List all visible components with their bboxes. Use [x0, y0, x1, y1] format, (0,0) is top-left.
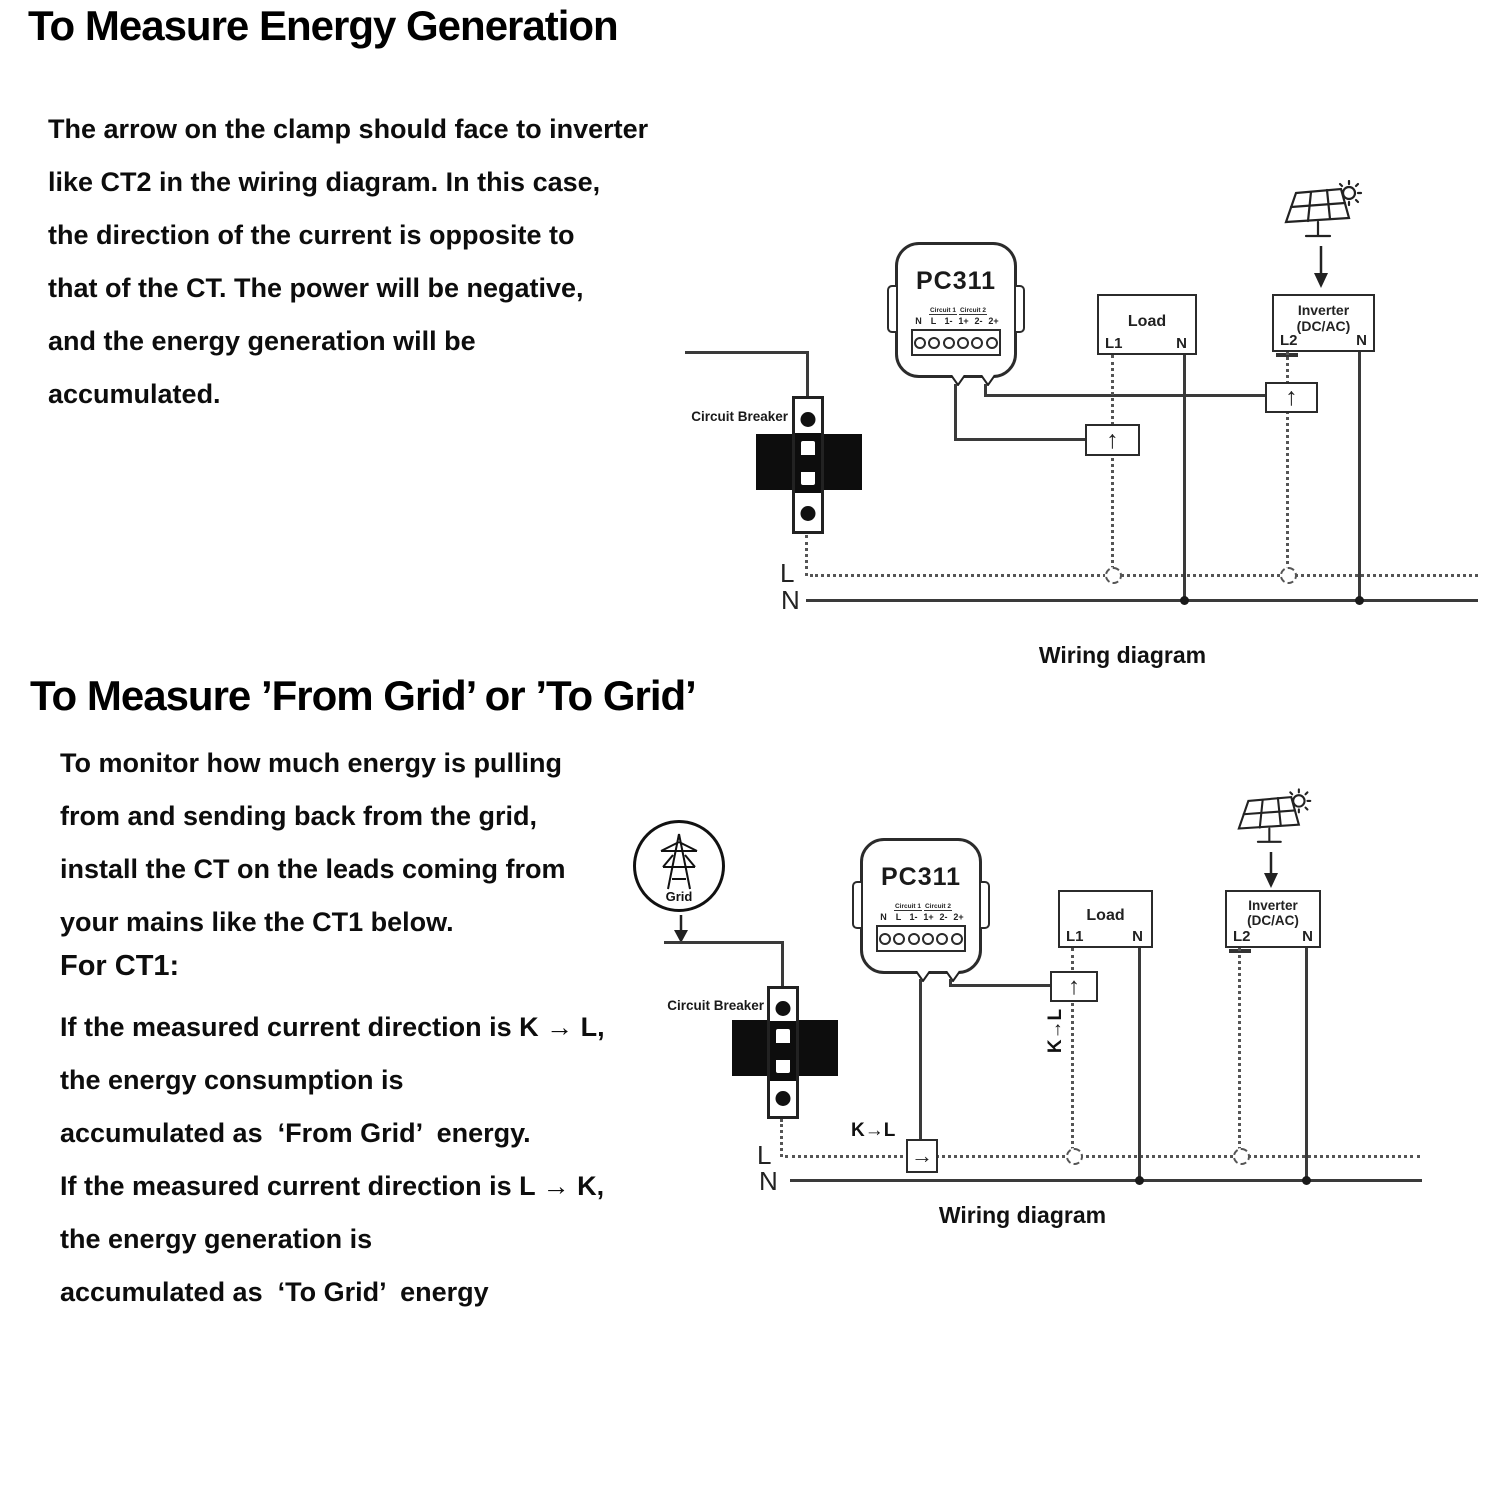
inverter-label: Inverter	[1248, 898, 1298, 913]
breaker-toggle	[776, 1043, 790, 1060]
ct2-sensor	[1050, 971, 1098, 1002]
n-junction	[1180, 596, 1189, 605]
device-label: PC311	[915, 267, 997, 295]
load-label: Load	[1127, 313, 1167, 330]
pc311-device	[860, 838, 982, 974]
load-l1-label: L1	[1105, 335, 1123, 352]
dotted-wire	[805, 535, 808, 576]
terminal-labels: N L 1- 1+ 2- 2+	[880, 912, 964, 922]
ct1-text-line: accumulated as ‘To Grid’ energy	[60, 1277, 489, 1307]
wire	[664, 941, 783, 944]
terminal-hole	[986, 337, 998, 349]
terminal-strip	[911, 329, 1001, 356]
ct2-sensor	[1265, 382, 1318, 413]
ct1-text-line: If the measured current direction is L → K,	[60, 1171, 605, 1201]
v-connector-icon	[980, 375, 996, 386]
section1-text-line: The arrow on the clamp should face to inverter	[48, 114, 649, 144]
load-n-wire	[1183, 355, 1186, 601]
for-ct1-subheading: For CT1:	[60, 950, 180, 982]
load-n-label: N	[1176, 335, 1187, 352]
ct-arrow-up-icon: ↑	[1285, 383, 1298, 411]
terminal-hole	[957, 337, 969, 349]
wire	[781, 941, 784, 988]
load-label: Load	[1086, 907, 1125, 924]
terminal-hole	[943, 337, 955, 349]
grid-tower-icon	[649, 829, 709, 893]
terminal-hole	[893, 933, 905, 945]
section1-text-line: and the energy generation will be	[48, 326, 476, 356]
terminal-hole	[879, 933, 891, 945]
terminal-hole	[914, 337, 926, 349]
line-l-label: L	[780, 558, 795, 588]
v-connector-icon	[950, 375, 966, 386]
l-junction	[1066, 1148, 1083, 1165]
ct-arrow-up-icon: ↑	[1106, 425, 1119, 454]
line-n-label: N	[759, 1166, 778, 1196]
section1-text-line: like CT2 in the wiring diagram. In this case,	[48, 167, 601, 197]
load-n-wire	[1138, 948, 1141, 1181]
terminal-hole	[936, 933, 948, 945]
terminal-hole	[922, 933, 934, 945]
breaker-terminal	[776, 1001, 791, 1016]
wire	[806, 351, 809, 398]
solar-panel-icon	[1236, 788, 1316, 850]
section1-text-line: accumulated.	[48, 379, 221, 409]
l-bus-line	[810, 574, 1478, 577]
n-bus-line	[806, 599, 1478, 602]
l2-dotted-wire	[1238, 948, 1241, 1156]
load-box	[1097, 294, 1197, 355]
terminal-hole	[908, 933, 920, 945]
terminal-hole	[928, 337, 940, 349]
ct1-text-line: the energy consumption is	[60, 1065, 404, 1095]
diagram1-caption: Wiring diagram	[1038, 642, 1207, 668]
load-n-label: N	[1132, 928, 1143, 945]
breaker-terminal	[801, 412, 816, 427]
circuit-breaker	[792, 396, 824, 534]
l-junction	[1280, 567, 1297, 584]
line-l-label: L	[757, 1140, 772, 1170]
terminal-hole	[971, 337, 983, 349]
inverter-sub-label: (DC/AC)	[1296, 318, 1351, 334]
v-connector-icon	[945, 971, 961, 982]
inverter-box	[1272, 294, 1375, 352]
diagram2-caption: Wiring diagram	[938, 1202, 1107, 1228]
kl-direction-label: K→L	[1045, 1008, 1066, 1054]
ct1-text-line: If the measured current direction is K → L,	[60, 1012, 605, 1042]
l-bus-line	[785, 1155, 1420, 1158]
ct1-lead-wire	[954, 384, 957, 440]
ct-arrow-up-icon: ↑	[1068, 972, 1080, 1000]
ct1-lead-wire	[919, 979, 922, 1142]
line-n-label: N	[781, 585, 800, 615]
ct1-text-line: the energy generation is	[60, 1224, 373, 1254]
breaker-toggle	[801, 455, 815, 472]
mounting-ear-icon	[1016, 285, 1025, 333]
down-arrow-icon	[1314, 246, 1328, 288]
inverter-box	[1225, 890, 1321, 948]
circuit-breaker-label: Circuit Breaker	[667, 998, 764, 1013]
circuit-breaker	[767, 986, 799, 1119]
n-junction	[1135, 1176, 1144, 1185]
circuit2-label: Circuit 2	[924, 903, 951, 910]
wire	[685, 351, 808, 354]
ct2-lead-wire	[949, 984, 1050, 987]
grid-label: Grid	[665, 889, 693, 904]
load-l1-label: L1	[1066, 928, 1084, 945]
inverter-n-label: N	[1302, 928, 1313, 945]
v-connector-icon	[915, 971, 931, 982]
grid-source	[633, 820, 725, 912]
n-bus-line	[790, 1179, 1422, 1182]
n-junction	[1302, 1176, 1311, 1185]
l1-dotted-wire	[1111, 355, 1114, 575]
terminal-labels: N L 1- 1+ 2- 2+	[915, 316, 999, 326]
mounting-ear-icon	[981, 881, 990, 929]
circuit-breaker-label: Circuit Breaker	[691, 409, 788, 424]
mounting-ear-icon	[887, 285, 896, 333]
terminal-strip	[876, 925, 966, 952]
circuit1-label: Circuit 1	[929, 307, 956, 314]
n-junction	[1355, 596, 1364, 605]
inverter-label: Inverter	[1297, 302, 1350, 318]
device-label: PC311	[880, 863, 962, 891]
inverter-l2-label: L2	[1280, 332, 1298, 349]
section2-text-line: from and sending back from the grid,	[60, 801, 538, 831]
section1-heading: To Measure Energy Generation	[28, 2, 618, 49]
solar-panel-icon	[1283, 180, 1367, 244]
down-arrow-icon	[674, 915, 688, 943]
l-junction	[1233, 1148, 1250, 1165]
mounting-ear-icon	[852, 881, 861, 929]
terminal-hole	[951, 933, 963, 945]
ct-arrow-right-icon: →	[911, 1143, 933, 1168]
breaker-terminal	[776, 1091, 791, 1106]
inverter-sub-label: (DC/AC)	[1247, 913, 1299, 928]
ct2-lead-wire	[984, 394, 1265, 397]
inverter-n-wire	[1358, 352, 1361, 601]
section2-text-line: To monitor how much energy is pulling	[60, 748, 563, 778]
circuit2-label: Circuit 2	[959, 307, 986, 314]
ct1-text-line: accumulated as ‘From Grid’ energy.	[60, 1118, 531, 1148]
section1-text-line: that of the CT. The power will be negative,	[48, 273, 584, 303]
kl-direction-label: K→L	[851, 1120, 896, 1141]
breaker-terminal	[801, 506, 816, 521]
ct1-sensor	[906, 1139, 938, 1173]
pc311-device	[895, 242, 1017, 378]
circuit1-label: Circuit 1	[894, 903, 921, 910]
inverter-l2-label: L2	[1233, 928, 1251, 945]
ct1-lead-wire	[954, 438, 1085, 441]
section2-text-line: install the CT on the leads coming from	[60, 854, 566, 884]
load-box	[1058, 890, 1153, 948]
inverter-n-label: N	[1356, 332, 1367, 349]
section2-text-line: your mains like the CT1 below.	[60, 907, 454, 937]
down-arrow-icon	[1264, 852, 1278, 888]
inverter-n-wire	[1305, 948, 1308, 1181]
dotted-wire	[780, 1119, 783, 1157]
l-junction	[1105, 567, 1122, 584]
section2-heading: To Measure ’From Grid’ or ’To Grid’	[30, 672, 696, 719]
ct1-sensor	[1085, 424, 1140, 456]
section1-text-line: the direction of the current is opposite to	[48, 220, 575, 250]
